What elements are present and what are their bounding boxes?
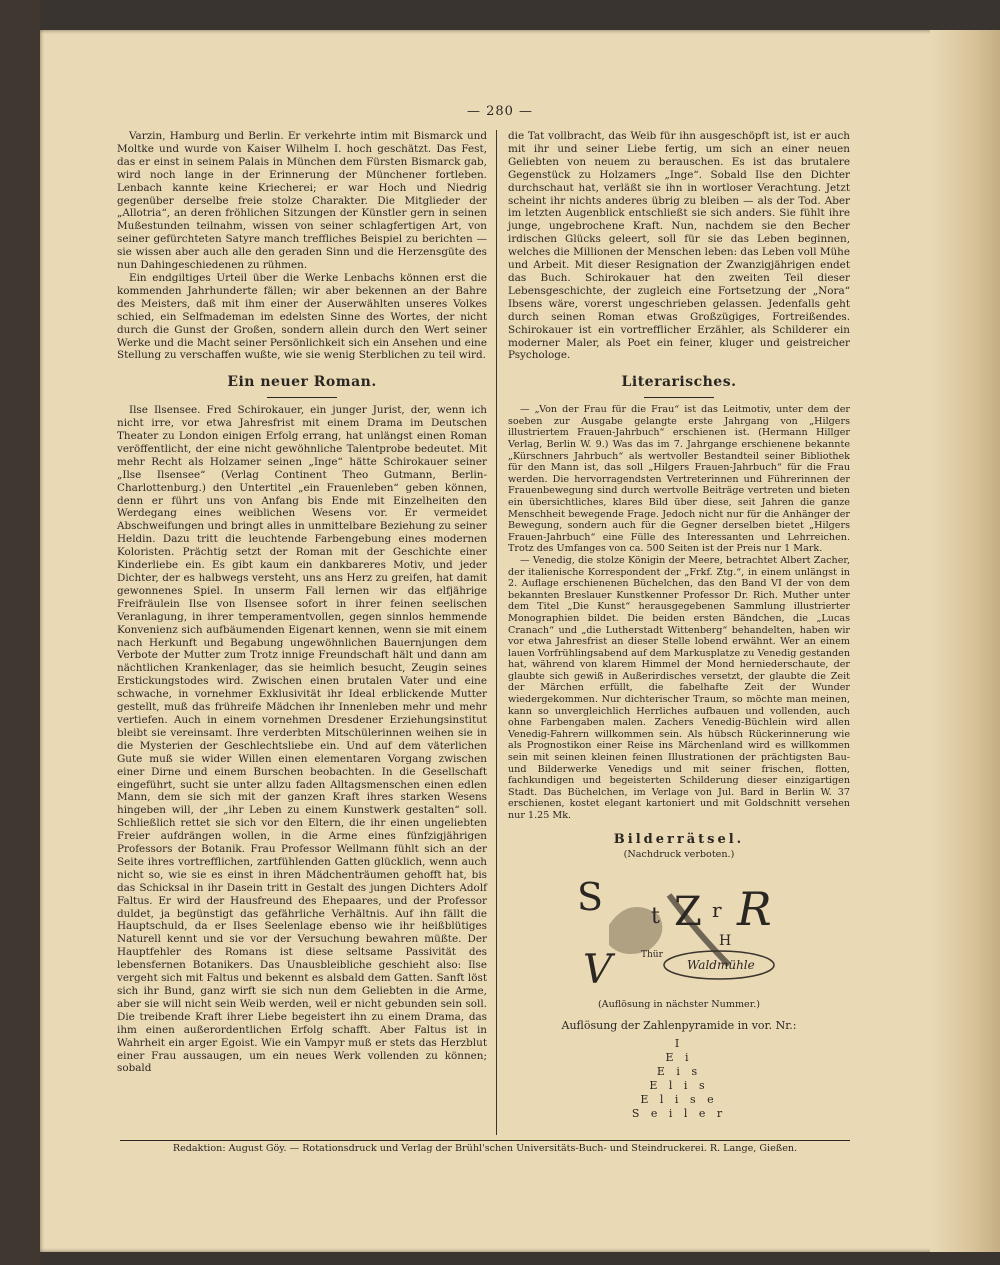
rebus-letter: V [583, 947, 612, 994]
rebus-letter: r [712, 898, 722, 923]
puzzle-caption: (Auflösung in nächster Nummer.) [597, 999, 761, 1011]
rebus-letter: S [577, 875, 604, 920]
pyramid-row: I [674, 1037, 684, 1051]
section-title-literarisches: Literarisches. [621, 374, 737, 391]
column-divider [496, 130, 497, 1135]
number-pyramid [508, 1037, 850, 1121]
pyramid-row: E i s [656, 1065, 702, 1079]
page-fold-shadow [930, 30, 1000, 1252]
pyramid-row: E l i s e [640, 1093, 718, 1107]
rebus-letter: t [651, 904, 660, 930]
section-title-roman: Ein neuer Roman. [227, 374, 377, 391]
continuation-paragraph: die Tat vollbracht, das Weib für ihn ausgeschöpft ist, ist er auch mit ihr und seiner Liebe fertig, um sich an einer neuen Geliebten von neuem zu berauschen. Es ist das brutalere Gegenstück zu Holzamers „Inge“. Sobald Ilse den Dichter durchschaut hat, verläßt sie ihn in wortloser Verachtung. Jetzt scheint ihr nichts anderes übrig zu bleiben — als der Tod. Aber im letzten Augenblick entschließt sie sich anders. Sie fühlt ihre junge, ungebrochene Kraft. Nun, nachdem sie den Becher irdischen Glücks geleert, soll für sie das Leben beginnen, welches die Millionen der Menschen leben: das Leben voll Mühe und Arbeit. Mit dieser Resignation der Zwanzigjährigen endet das Buch. Schirokauer hat den zweiten Teil dieser Lebensgeschichte, der zugleich eine Fortsetzung der „Nora“ Ibsens wäre, vorerst ungeschrieben gelassen. Jedenfalls geht durch seinen Roman etwas Großzügiges, Fortreißendes. Schirokauer ist ein vortrefflicher Erzähler, als Schilderer ein moderner Maler, als Poet ein feiner, kluger und geistreicher Psychologe. [508, 130, 850, 362]
right-column [508, 130, 850, 1121]
left-column [117, 130, 487, 1075]
rebus-letter: Z [674, 889, 702, 936]
article-paragraph: Ilse Ilsensee. Fred Schirokauer, ein junger Jurist, der, wenn ich nicht irre, vor etwa Jahresfrist mit einem Drama im Deutschen Theater zu London einigen Erfolg errang, hat unlängst einen Roman veröffentlicht, der eine nicht gewöhnliche Talentprobe bedeutet. Mit mehr Recht als Holzamer seinen „Inge“ hätte Schirokauer seiner „Ilse Ilsensee“ (Verlag Continent Theo Gutmann, Berlin-Charlottenburg.) den Untertitel „ein Frauenleben“ geben können, denn er führt uns von Anfang bis Ende mit Einzelheiten den Werdegang eines weiblichen Wesens vor. Er vermeidet Abschweifungen und bringt alles in unmittelbare Beziehung zu seiner Heldin. Dazu tritt die leuchtende Farbengebung eines modernen Koloristen. Prächtig setzt der Roman mit der Geschichte einer Kinderliebe ein. Es gibt kaum ein dankbareres Motiv, und jeder Dichter, der es halbwegs versteht, uns ans Herz zu greifen, hat damit gewonnenes Spiel. In unserm Fall lernen wir das elfjährige Freifräulein Ilse von Ilsensee sofort in ihrer feinen seelischen Veranlagung, in ihrer temperamentvollen, gegen sinnlos hemmende Konvenienz sich aufbäumenden Eigenart kennen, wenn sie mit einem nach Herkunft und Begabung ungewöhnlichen Bauernjungen dem Verbote der Mutter zum Trotz innige Freundschaft hält und dann am nächtlichen Krankenlager, das sie heimlich besucht, Zeugin seines Erstickungstodes wird. Zwischen einen brutalen Vater und eine schwache, in vornehmer Exklusivität ihr Ideal erblickende Mutter gestellt, muß das frühreife Mädchen ihr Innenleben mehr und mehr vertiefen. Auch in einem vornehmen Dresdener Erziehungsinstitut bleibt sie vereinsamt. Ihre verderbten Mitschülerinnen weihen sie in die Mysterien der Geschlechtsliebe ein. Und auf dem väterlichen Gute muß sie wider Willen einen elementaren Vorgang zwischen einer Dirne und einem Burschen beobachten. In die Gesellschaft eingeführt, sucht sie unter allzu faden Alltagsmenschen einen edlen Mann, dem sie sich mit der ganzen Kraft ihres starken Wesens hingeben will, der „ihr Leben zu einem Kunstwerk gestalten“ soll. Schließlich rettet sie sich vor den Eltern, die ihr einen ungeliebten Freier aufdrängen wollen, in die Arme eines fünfzigjährigen Professors der Botanik. Frau Professor Wellmann fühlt sich an der Seite ihres vortrefflichen, zartfühlenden Gatten glücklich, wenn auch nicht so, wie sie es einst in ihren Mädchenträumen gehofft hat, bis das Schicksal in ihr Dasein tritt in Gestalt des jungen Dichters Adolf Faltus. Er wird der Hausfreund des Ehepaares, und der Professor duldet, ja begünstigt das gefährliche Verhältnis. Auf ihn fällt die Hauptschuld, da er Ilses Seelenlage ebenso wie ihr heißblütiges Naturell kennt und sie vor der Versuchung bewahren müßte. Der Hauptfehler des Romans ist diese seltsame Passivität des lebensfernen Botanikers. Das Unausbleibliche geschieht also: Ilse vergeht sich mit Faltus und bekennt es alsbald dem Gatten. Sanft löst sich ihr Bund, ganz wirft sie sich nun dem Geliebten in die Arme, aber sie will nicht sein Weib werden, weil er nicht gebunden sein soll. Die treibende Kraft ihrer Liebe begeistert ihn zu einem Drama, das ihm einen außerordentlichen Erfolg schafft. Aber Faltus ist in Wahrheit ein arger Egoist. Wie ein Vampyr muß er stets das Herzblut einer Frau aussaugen, um ein neues Werk vollenden zu können; sobald [117, 404, 487, 1075]
title-rule [267, 397, 337, 398]
literary-notice: — „Von der Frau für die Frau“ ist das Leitmotiv, unter dem der soeben zur Ausgabe gelangte erste Jahrgang von „Hilgers illustriertem Frauen-Jahrbuch“ erschienen ist. (Hermann Hillger Verlag, Berlin W. 9.) Was das im 7. Jahrgange erschienene bekannte „Kürschners Jahrbuch“ als wertvoller Bestandteil seiner Bibliothek für den Mann ist, das soll „Hilgers Frauen-Jahrbuch“ für die Frau werden. Die hervorragendsten Vertreterinnen und Führerinnen der Frauenbewegung sind durch wertvolle Beiträge vertreten und bieten ein übersichtliches, klares Bild über diese, seit Jahren die ganze Menschheit bewegende Frage. Jedoch nicht nur für die Anhänger der Bewegung, sondern auch für die Gegner derselben bietet „Hilgers Frauen-Jahrbuch“ eine Fülle des Interessanten und Lehrreichen. Trotz des Umfanges von ca. 500 Seiten ist der Preis nur 1 Mark. [508, 404, 850, 555]
intro-paragraph: Ein endgiltiges Urteil über die Werke Lenbachs können erst die kommenden Jahrhunderte fällen; wir aber bekennen an der Bahre des Meisters, daß mit ihm einer der Auserwählten unseres Volkes schied, ein Selfmademan im edelsten Sinne des Wortes, der nicht durch die Gunst der Großen, sondern allein durch den Wert seiner Werke und die Macht seiner Persönlichkeit sich ein Ansehen und eine Stellung zu verschaffen wußte, wie sie wenig Sterblichen zu teil wird. [117, 271, 487, 362]
title-rule [644, 397, 714, 398]
rebus-word: Thür [641, 950, 663, 961]
rebus-letter: R [737, 882, 772, 937]
pyramid-row: E l i s [649, 1079, 709, 1093]
literary-notice: — Venedig, die stolze Königin der Meere, betrachtet Albert Zacher, der italienische Korrespondent der „Frkf. Ztg.“, in einem unlängst in 2. Auflage erschienenen Büchelchen, das den Band VI der von dem bekannten Breslauer Kunstkenner Professor Dr. Rich. Muther unter dem Titel „Die Kunst“ herausgegebenen Sammlung illustrierter Monographien bildet. Die beiden ersten Bändchen, die „Lucas Cranach“ und „die Lutherstadt Wittenberg“ behandelten, haben wir vor etwa Jahresfrist an dieser Stelle lobend erwähnt. Wer an einem lauen Vorfrühlingsabend auf dem Markusplatze zu Venedig gestanden hat, während von klarem Himmel der Mond herniederschaute, der glaubte sich gewiß in Außerirdisches versetzt, der glaubte die Zeit der Märchen erfüllt, die fabelhafte Zeit der Wunder wiedergekommen. Nur dichterischer Traum, so möchte man meinen, kann so unvergleichlich Herrliches aufbauen und vollenden, auch ohne Farbengaben malen. Zachers Venedig-Büchlein wird allen Venedig-Fahrern willkommen sein. Als hübsch Rückerinnerung wie als Prognostikon einer Reise ins Märchenland wird es willkommen sein mit seinen kleinen feinen Illustrationen der prächtigsten Bau- und Bilderwerke Venedigs und mit seiner frischen, flotten, fachkundigen und begeisterten Schilderung dieser einzigartigen Stadt. Das Büchelchen, im Verlage von Jul. Bard in Berlin W. 37 erschienen, kostet elegant kartoniert und mit Goldschnitt versehen nur 1.25 Mk. [508, 554, 850, 821]
left-dark-edge [0, 0, 40, 1265]
rebus-picture [569, 865, 789, 995]
puzzle-title: Bilderrätsel. [613, 831, 745, 847]
rebus-word: Waldmühle [687, 958, 755, 973]
puzzle-note: (Nachdruck verboten.) [623, 848, 735, 860]
footer-rule [120, 1140, 850, 1141]
page-number: — 280 — [466, 104, 534, 119]
solution-title: Auflösung der Zahlenpyramide in vor. Nr.: [561, 1019, 797, 1033]
intro-paragraph: Varzin, Hamburg und Berlin. Er verkehrte intim mit Bismarck und Moltke und wurde von Kaiser Wilhelm I. hoch geschätzt. Das Fest, das er einst in seinem Palais in München dem Fürsten Bismarck gab, wird noch lange in der Erinnerung der Münchener fortleben. Lenbach kannte keine Kriecherei; er war Hoch und Niedrig gegenüber derselbe freie stolze Charakter. Die Mitglieder der „Allotria“, an deren fröhlichen Sitzungen der Künstler gern in seinen Mußestunden teilnahm, wissen von seiner schlagfertigen Art, von seiner gefürchteten Satyre manch treffliches Beispiel zu berichten — sie wissen aber auch alle den geraden Sinn und die Herzensgüte des nun Dahingeschiedenen zu rühmen. [117, 130, 487, 272]
rebus-letter: H [719, 933, 732, 950]
imprint: Redaktion: August Göy. — Rotationsdruck und Verlag der Brühl'schen Universitäts-Buch- und Steindruckerei. R. Lange, Gießen. [172, 1143, 798, 1154]
pyramid-row: S e i l e r [631, 1107, 727, 1121]
pyramid-row: E i [665, 1051, 693, 1065]
